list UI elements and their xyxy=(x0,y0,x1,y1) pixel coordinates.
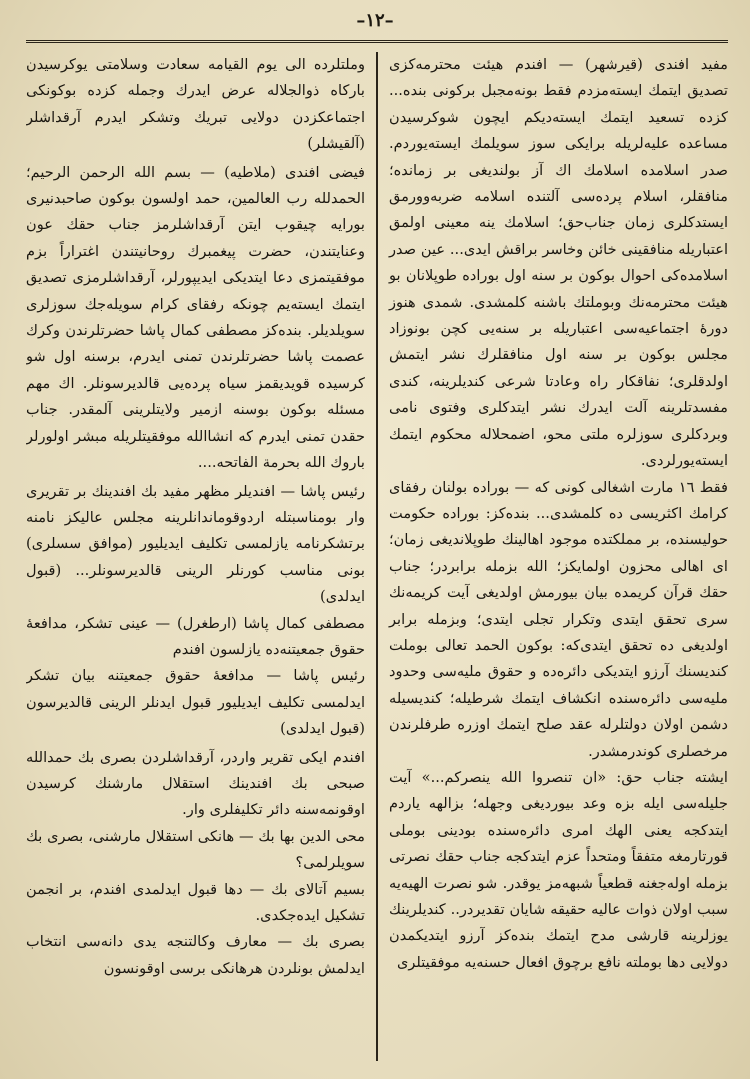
left-paragraph-8: بسیم آتالای بك — دها قبول ایدلمدی افندم، بر انجمن تشکیل ایده‌جکدی. xyxy=(26,880,365,924)
left-paragraph-9: بصری بك — معارف وکالتنجه یدی دانه‌سی انتخاب ایدلمش بونلردن هرهانکی برسی اوقونسون xyxy=(26,933,365,977)
right-paragraph-2: فقط ۱٦ مارت اشغالی کونی که — بوراده بولنان رفقای کرامك اکثریسی ده کلمشدی... بنده‌کز: بوراده حکومت حولیسنده، بر مملکتده موجود اهالینك طوپلاندیغی زمان؛ ای اهالی محزون اولمایکز؛ الله بزمله برابردر؛ جناب حقك قرآن کریمده بیان بیورمش اولدیغی آیت کریمه‌نك سری تحقق ایتدی وتکرار تجلی ایتدی؛ وبزمله برابر اولدیغی ده تحقق ایتدی‌که: بوکون الحمد تعالی بوملت کندیسنك آرزو ایتدیکی دائره‌ده و حقوق ملیه‌سی وحدود ملیه‌سی دائره‌سنده انکشاف ایتمك شرطیله؛ کندیسیله دشمن اولان دولتلرله عقد صلح ایتمك اوزره طرفلرندن مرخصلری کوندرمشدر. xyxy=(389,478,728,760)
left-paragraph-4: مصطفی کمال پاشا (ارطغرل) — عینی تشکر، مدافعهٔ حقوق جمعیتنه‌ده یازلسون افندم xyxy=(26,614,365,658)
left-paragraph-2: فیضی افندی (ملاطیه) — بسم الله الرحمن الرحیم؛ الحمدلله رب العالمین، حمد اولسون بوکون صاحبدنیری بورایه چیقوب ایتن آرقداشلرمز جناب حقك عون وعنایتندن، حضرت پیغمبرك روحانیتندن اغتراراً بزم موفقیتمزی دعا ایتدیکی ایدیپورلر، آرقداشلرمزی تصدیق ایتمك ایسته‌یم چونکه رفقای کرام سویله‌جك سوزلری سویلدیلر. بنده‌کز مصطفی کمال پاشا حضرتلرندن وکرك عصمت پاشا حضرتلرندن تمنی ایدرم، برسنه اول شو کرسیده قویدیقمز سیاه پرده‌یی قالدیرسونلر. اك مهم مسئله بوکون بوسنه ازمیر ولایتلرینی آلمقدر. جناب حقدن تمنی ایدرم که انشاالله موفقیتلریله مبشر اولورلر باروك الله بحرمة الفاتحه.... xyxy=(26,163,365,472)
left-paragraph-7: محی الدین بها بك — هانکی استقلال مارشنی، بصری بك سویلرلمی؟ xyxy=(26,827,365,872)
page-number: –۱۲– xyxy=(356,10,394,31)
column-divider xyxy=(376,52,378,1061)
header-rule xyxy=(26,40,728,43)
left-paragraph-1: وملتلرده الی یوم القیامه سعادت وسلامتی یوکرسیدن بارکاه ذوالجلاله عرض ایدرك وجمله کزده بوکونکی اجتماعکزدن دولایی تبریك وتشکر ایدرم آرقداشلر (آلقیشلر) xyxy=(26,56,365,153)
right-paragraph-1: مفید افندی (قیرشهر) — افندم هیئت محترمه‌کزی تصدیق ایتمك ایسته‌مزدم فقط بونه‌مجبل برکونی بنده‌... کزده تسعید ایتمك ایسته‌دیکم ایچون شوکرسیدن مساعده علیه‌لریله برایکی سوز سویلمك ایسته‌یوردم. صدر اسلامده اسلامك اك آز بولندیغی بر زمانده؛ منافقلر، اسلام پرده‌سی آلتنده اسلامه ضربه‌وورمق ایستدكلری زمان جناب‌حق؛ اسلامك ینه معینی اولمق اعتباریله منافقینی خائن وخاسر براقش ایدی... عین صدر اسلامده‌کی احوال بوکون بر سنه اول بوراده طوپلانان بو هیئت محترمه‌نك وبوملتك باشنه کلمشدی. شمدی هنوز دورهٔ اجتماعیه‌سی اعتباریله بر سنه‌یی کچن بونوزاد مجلس بوکون بر سنه اول منافقلرك نشر ایتمش اولدقلری؛ نفاقکار راه وعادتا شرعی کندیلرینه، کندی مفسدتلرینه آلت ایدرك نشر ایتدکلری وفتوی نامی وبردکلری سوزلره ملتی محو، اضمحلاله محکوم ایتمك ایسته‌یورلردی. xyxy=(389,56,728,470)
left-column xyxy=(26,52,374,1061)
left-paragraph-3: رئیس پاشا — افندیلر مظهر مفید بك افندینك بر تقریری وار بومناسبتله اردوقوماندانلرینه مجلس عالیکز نامنه برتشکرنامه یازلمسی تکلیف ایدیلیور (موافق سسلری) بونی مناسب کورنلر الرینی قالدیرسونلر... (قبول ایدلدی) xyxy=(26,482,365,606)
left-paragraph-6: افندم ایکی تقریر واردر، آرقداشلردن بصری بك حمدالله صبحی بك افندینك استقلال مارشنك کرسیدن اوقونمه‌سنه دائر تکلیفلری وار. xyxy=(26,748,365,819)
right-column xyxy=(380,52,728,1061)
left-paragraph-5: رئیس پاشا — مدافعهٔ حقوق جمعیتنه بیان تشکر ایدلمسی تکلیف ایدیلیور قبول ایدنلر الرینی قالدیرسون (قبول ایدلدی) xyxy=(26,667,365,738)
columns xyxy=(26,52,728,1061)
right-paragraph-3: ایشته جناب حق: «ان تنصروا الله ینصرکم...» آیت جلیله‌سی ایله بزه وعد بیوردیغی وجهله؛ بزالهه یاردم ایتدکجه یعنی الهك امری دائره‌سنده بودینی بوملی قورتارمغه متفقاً ومتحداً عزم ایتدکجه جناب حقك نصرتی بزمله اوله‌جغنه قطعیاً شبهه‌مز یوقدر. شو نصرت الهیه‌یه سبب اولان ذوات عالیه حقیقه شایان تقدیردر.. کندیلرینك یوزلرینه قارشی مدح ایتمك بنده‌کز آرزو ایتدیکمدن دولایی دها بوملته نافع برچوق افعال حسنه‌یه موفقیتلری xyxy=(389,768,728,971)
